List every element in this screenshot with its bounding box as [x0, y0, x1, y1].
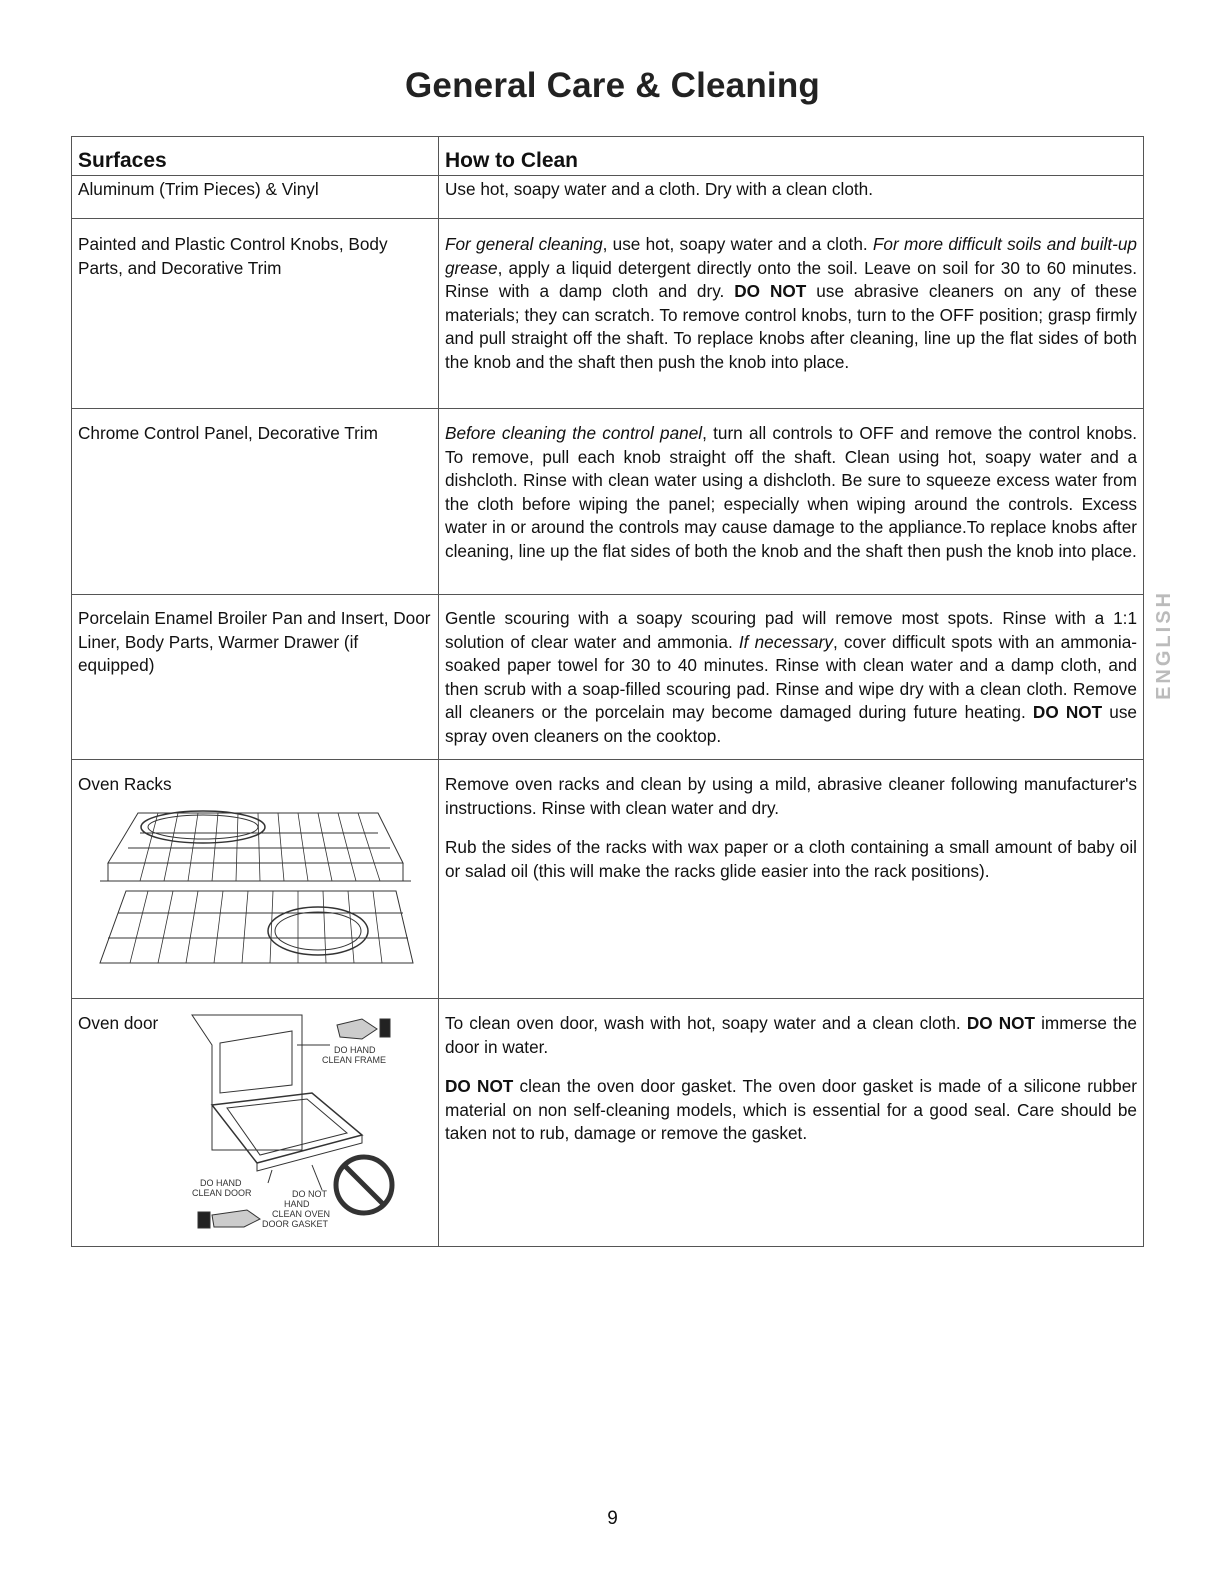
warning-text: DO NOT: [1032, 702, 1103, 723]
surface-cell: [72, 999, 439, 1247]
surface-cell: [72, 760, 439, 999]
oven-racks-illustration: [78, 803, 432, 985]
figure-label: DO NOT: [292, 1189, 327, 1199]
side-tab-label: ENGLISH: [1152, 590, 1175, 700]
body-paragraph: [445, 1075, 1137, 1146]
table-row: [72, 595, 1144, 760]
surface-cell: Porcelain Enamel Broiler Pan and Insert, Door Liner, Body Parts, Warmer Drawer (if equipped): [72, 595, 439, 760]
surface-cell: Aluminum (Trim Pieces) & Vinyl: [72, 176, 439, 219]
warning-text: DO NOT: [445, 1076, 514, 1097]
care-cleaning-table: [71, 136, 1144, 1247]
italic-text: If necessary: [738, 631, 833, 652]
italic-text: For more difficult soils and built-up grease: [445, 234, 1137, 278]
language-side-tab: [1152, 570, 1176, 720]
warning-text: DO NOT: [734, 281, 807, 302]
surface-label: Oven Racks: [78, 774, 172, 794]
body-paragraph: [445, 1012, 1137, 1059]
how-cell: [439, 595, 1144, 760]
figure-label: CLEAN DOOR: [192, 1188, 252, 1198]
body-text: immerse the door in water.: [445, 1013, 1137, 1057]
table-row: [72, 176, 1144, 219]
header-surfaces: Surfaces: [72, 137, 439, 176]
surface-cell: Painted and Plastic Control Knobs, Body Parts, and Decorative Trim: [72, 219, 439, 409]
oven-racks-icon: [78, 803, 418, 978]
body-text: use spray oven cleaners on the cooktop.: [445, 702, 1137, 746]
how-cell: Use hot, soapy water and a cloth. Dry with a clean cloth.: [439, 176, 1144, 219]
body-text: use abrasive cleaners on any of these materials; they can scratch. To remove control knobs, turn to the OFF position; grasp firmly and pull straight off the shaft. To replace knobs after cleaning, line up the flat sides of both the knob and the shaft then push the knob into place.: [445, 281, 1138, 372]
figure-label: HAND: [284, 1199, 310, 1209]
oven-door-illustration: [172, 1005, 412, 1237]
figure-label: DOOR GASKET: [262, 1219, 329, 1229]
italic-text: For general cleaning: [445, 234, 603, 254]
table-row: [72, 409, 1144, 595]
body-text: , use hot, soapy water and a cloth.: [602, 234, 873, 254]
header-how-to-clean: How to Clean: [439, 137, 1144, 176]
body-paragraph: Remove oven racks and clean by using a mild, abrasive cleaner following manufacturer's instructions. Rinse with clean water and dry.: [445, 774, 1137, 818]
body-text: To clean oven door, wash with hot, soapy water and a clean cloth.: [445, 1013, 967, 1033]
how-cell: [439, 760, 1144, 999]
table-header-row: [72, 137, 1144, 176]
figure-label: CLEAN OVEN: [272, 1209, 331, 1219]
body-text: , apply a liquid detergent directly onto the soil. Leave on soil for 30 to 60 minutes. Rinse with a damp cloth and dry.: [445, 257, 1137, 302]
table-row: [72, 760, 1144, 999]
body-paragraph: Rub the sides of the racks with wax paper or a cloth containing a small amount of baby oil or salad oil (this will make the racks glide easier into the rack positions).: [445, 837, 1137, 881]
figure-label: DO HAND: [334, 1045, 376, 1055]
figure-label: CLEAN FRAME: [322, 1055, 387, 1065]
body-text: clean the oven door gasket. The oven door gasket is made of a silicone rubber material on non self-cleaning models, which is essential for a good seal. Care should be taken not to rub, damage or remove the gasket.: [445, 1076, 1137, 1144]
italic-text: Before cleaning the control panel: [445, 423, 703, 443]
body-text: , turn all controls to OFF and remove the control knobs. To remove, pull each knob straight off the shaft. Clean using hot, soapy water and a dishcloth. Rinse with clean water using a dishcloth. Be sure to squeeze excess water from the cloth before wiping the panel; especially when wiping around the controls. Excess water in or around the controls may cause damage to the appliance.To replace knobs after cleaning, line up the flat sides of both the knob and the shaft then push the knob into place.: [445, 423, 1137, 561]
surface-cell: Chrome Control Panel, Decorative Trim: [72, 409, 439, 595]
page-number: 9: [607, 1508, 618, 1529]
table-row: [72, 999, 1144, 1247]
how-cell: [439, 999, 1144, 1247]
how-cell: [439, 219, 1144, 409]
figure-label: DO HAND: [200, 1178, 242, 1188]
warning-text: DO NOT: [966, 1013, 1035, 1033]
body-text: , cover difficult spots with an ammonia-soaked paper towel for 30 to 40 minutes. Rinse with clean water and a damp cloth, and then scrub with a soap-filled scouring pad. Rinse and wipe dry with a clean cloth. Remove all cleaners or the porcelain may become damaged during future heating.: [445, 631, 1137, 723]
surface-label: Oven door: [78, 1013, 159, 1033]
how-cell: [439, 409, 1144, 595]
page-title: General Care & Cleaning: [404, 66, 820, 105]
body-text: Gentle scouring with a soapy scouring pad will remove most spots. Rinse with a 1:1 solution of clear water and ammonia.: [445, 608, 1137, 652]
table-row: [72, 219, 1144, 409]
